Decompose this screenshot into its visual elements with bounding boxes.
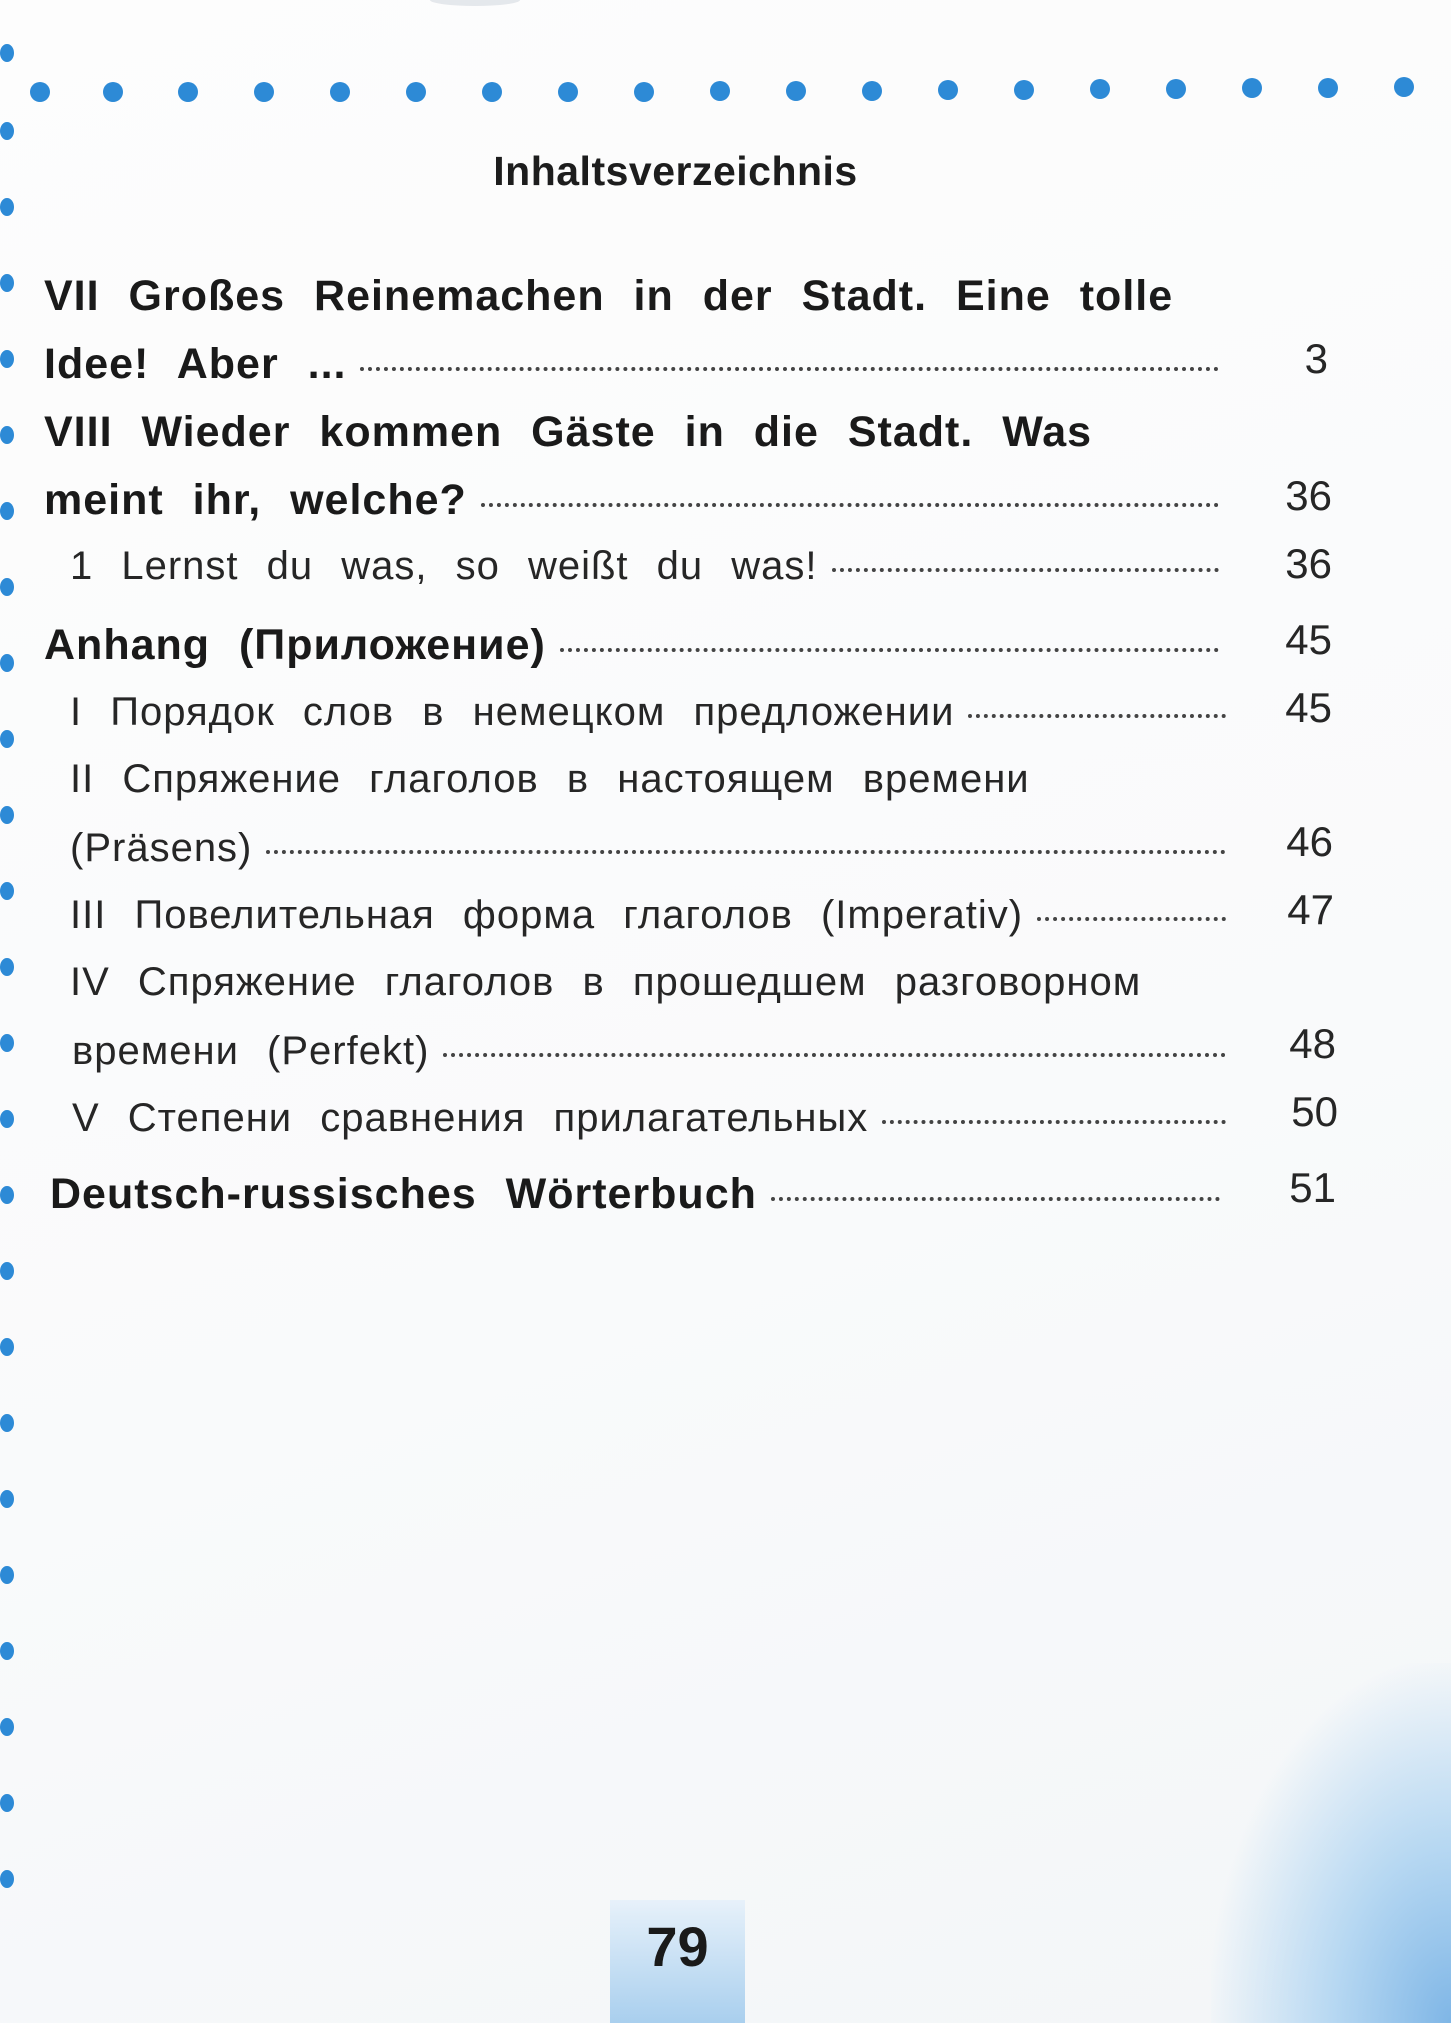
toc-entry-text: III Повелительная форма глаголов (Imperativ): [70, 893, 1024, 937]
toc-entry-line[interactable]: [70, 690, 1236, 735]
dot-leader: [882, 1120, 1226, 1124]
border-dot: [634, 82, 654, 102]
toc-page-number: 45: [1285, 616, 1332, 663]
border-dot: [0, 1718, 14, 1736]
toc-page-number: 36: [1285, 540, 1332, 587]
toc-entry-line[interactable]: [44, 621, 1229, 670]
border-dot: [1014, 80, 1034, 100]
toc-entry-line[interactable]: [70, 960, 1270, 1005]
border-dot: [0, 1186, 14, 1204]
border-dot: [0, 654, 14, 672]
border-dot: [0, 1110, 14, 1128]
border-dot: [0, 1794, 14, 1812]
toc-entry-line[interactable]: [70, 544, 1229, 589]
border-dot: [0, 198, 14, 216]
toc-entry-line[interactable]: [50, 1170, 1230, 1219]
border-dot: [1166, 79, 1186, 99]
toc-entry-line[interactable]: [70, 826, 1236, 871]
border-dot: [0, 1262, 14, 1280]
scan-smudge: [430, 0, 520, 6]
border-dot: [0, 730, 14, 748]
border-dot: [0, 274, 14, 292]
toc-entry-text: Anhang (Приложение): [44, 621, 546, 669]
toc-entry-text: meint ihr, welche?: [44, 476, 467, 524]
border-dot: [862, 81, 882, 101]
toc-entry-text: Deutsch-russisches Wörterbuch: [50, 1170, 757, 1218]
toc-page-number: 45: [1285, 684, 1332, 731]
border-dot: [0, 426, 14, 444]
border-dot: [0, 122, 14, 140]
toc-entry-line[interactable]: [72, 1096, 1236, 1141]
dot-leader: [481, 503, 1219, 507]
toc-page-number: 3: [1304, 335, 1328, 382]
toc-entry-line[interactable]: [44, 408, 1194, 457]
border-dot: [103, 82, 123, 102]
border-dot: [0, 44, 14, 62]
border-dot: [178, 82, 198, 102]
dot-leader: [1037, 917, 1226, 921]
toc-entry-text: I Порядок слов в немецком предложении: [70, 690, 955, 734]
toc-entry-line[interactable]: [44, 272, 1264, 321]
toc-entry-line[interactable]: [44, 340, 1229, 389]
border-dot: [0, 806, 14, 824]
toc-entry-text: времени (Perfekt): [72, 1029, 430, 1073]
dot-leader: [560, 648, 1219, 652]
page-number: 79: [646, 1915, 709, 1978]
border-dot: [710, 81, 730, 101]
toc-entry-text: 1 Lernst du was, so weißt du was!: [70, 544, 818, 588]
border-dot: [938, 80, 958, 100]
border-dot: [0, 882, 14, 900]
border-dot: [0, 1870, 14, 1888]
border-dot: [0, 502, 14, 520]
border-dot: [1318, 78, 1338, 98]
border-dot: [0, 1642, 14, 1660]
border-dot: [0, 1566, 14, 1584]
border-dot: [482, 82, 502, 102]
toc-page-number: 48: [1289, 1020, 1336, 1067]
border-dot: [0, 1490, 14, 1508]
dot-leader: [266, 850, 1226, 854]
toc-entry-text: VII Großes Reinemachen in der Stadt. Eine tolle: [44, 272, 1174, 320]
toc-entry-text: II Спряжение глаголов в настоящем времени: [70, 757, 1030, 801]
toc-page-number: 36: [1285, 472, 1332, 519]
border-dot: [0, 1414, 14, 1432]
border-dot: [0, 1034, 14, 1052]
border-dot: [330, 82, 350, 102]
toc-page-number: 51: [1289, 1164, 1336, 1211]
toc-entry-line[interactable]: [70, 757, 1170, 802]
toc-entry-text: V Степени сравнения прилагательных: [72, 1096, 869, 1140]
border-dot: [1394, 77, 1414, 97]
border-dot: [0, 578, 14, 596]
toc-entry-line[interactable]: [70, 893, 1236, 938]
dot-leader: [832, 568, 1220, 572]
border-dot: [558, 82, 578, 102]
border-dot: [30, 82, 50, 102]
toc-entry-text: VIII Wieder kommen Gäste in die Stadt. Was: [44, 408, 1093, 456]
toc-entry-line[interactable]: [72, 1029, 1236, 1074]
toc-entry-line[interactable]: [44, 476, 1229, 525]
border-dot: [0, 350, 14, 368]
dot-leader: [771, 1197, 1220, 1201]
toc-page-number: 46: [1286, 818, 1333, 865]
dot-leader: [968, 714, 1226, 718]
toc-page-number: 47: [1287, 886, 1334, 933]
border-dot: [1090, 79, 1110, 99]
dot-leader: [443, 1053, 1226, 1057]
toc-page-number: 50: [1291, 1088, 1338, 1135]
border-dot: [406, 82, 426, 102]
dot-leader: [360, 367, 1219, 371]
border-dot: [786, 81, 806, 101]
toc-entry-text: IV Спряжение глаголов в прошедшем разговорном: [70, 960, 1142, 1004]
border-dot: [0, 1338, 14, 1356]
toc-entry-text: (Präsens): [70, 826, 253, 870]
border-dot: [0, 958, 14, 976]
border-dot: [1242, 78, 1262, 98]
toc-entry-text: Idee! Aber ...: [44, 340, 347, 388]
corner-gradient: [1211, 1663, 1451, 2023]
toc-heading: Inhaltsverzeichnis: [493, 148, 858, 194]
border-dot: [254, 82, 274, 102]
